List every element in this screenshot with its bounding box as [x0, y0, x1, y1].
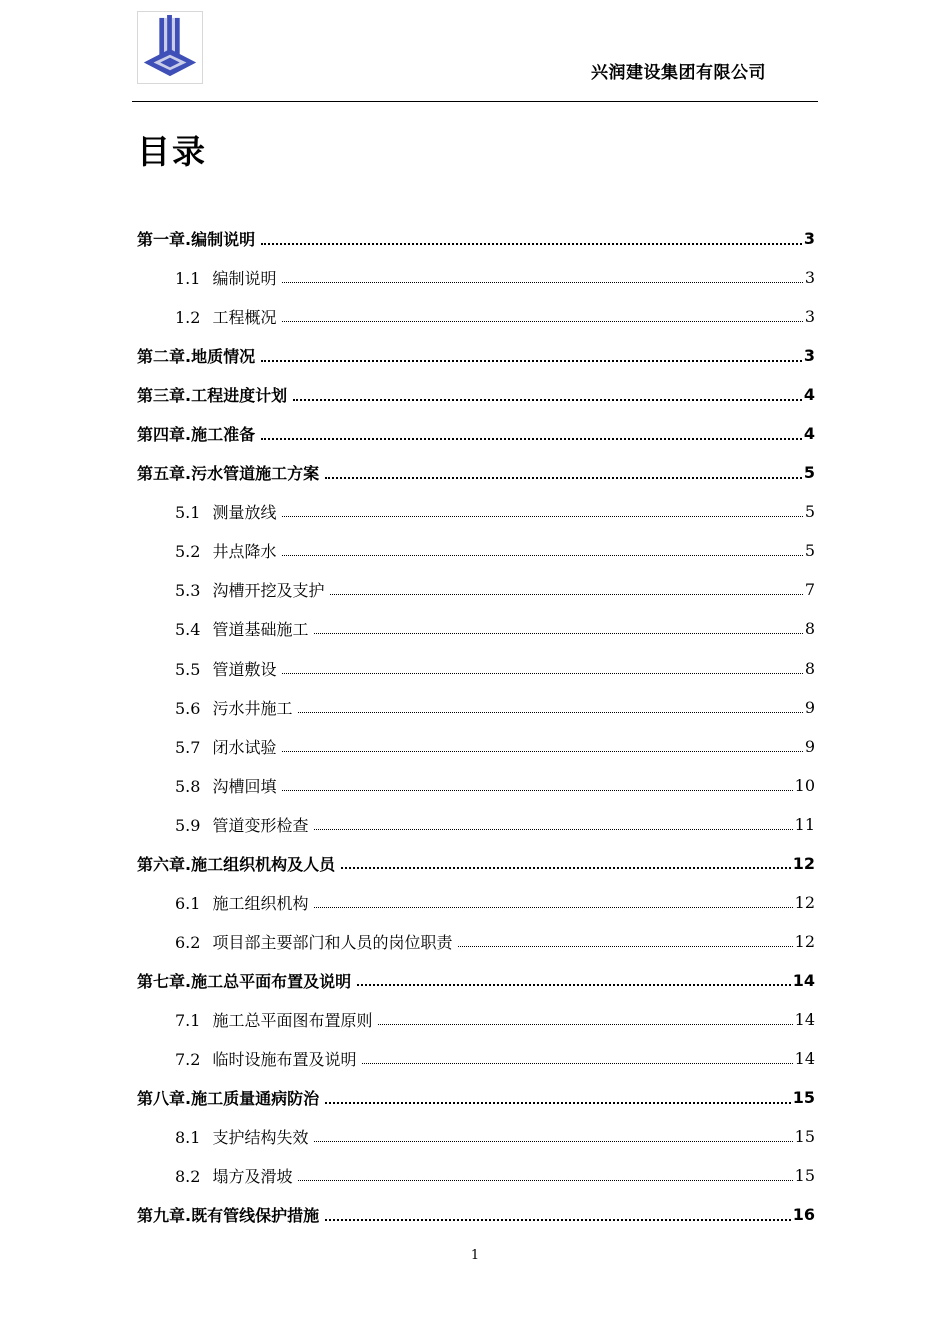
company-name: 兴润建设集团有限公司 — [591, 63, 766, 83]
toc-section-number: 5.7 — [175, 737, 201, 757]
toc-entry-label — [175, 930, 452, 953]
toc-dot-leader — [314, 633, 802, 634]
toc-entry-text: 临时设施布置及说明 — [212, 1050, 357, 1069]
toc-section-number: 8.1 — [175, 1128, 201, 1148]
toc-dot-leader — [325, 1102, 791, 1104]
toc-entry-text: 污水井施工 — [212, 698, 293, 718]
toc-section-entry[interactable] — [137, 883, 815, 922]
toc-section-number: 5.6 — [175, 698, 201, 718]
toc-page-number: 8 — [804, 619, 815, 639]
toc-dot-leader — [325, 477, 802, 479]
toc-page-number: 10 — [794, 775, 815, 795]
toc-dot-leader — [282, 673, 802, 674]
company-logo-icon — [138, 12, 202, 83]
toc-section-entry[interactable] — [137, 258, 815, 297]
toc-entry-label — [137, 383, 287, 406]
toc-dot-leader — [330, 594, 802, 595]
toc-page-number: 8 — [804, 658, 815, 678]
toc-entry-text: 第二章.地质情况 — [137, 347, 256, 367]
toc-section-number: 7.1 — [175, 1010, 201, 1030]
toc-dot-leader — [314, 1141, 792, 1142]
toc-dot-leader — [298, 1180, 792, 1181]
toc-entry-label — [175, 696, 292, 719]
toc-entry-text: 管道变形检查 — [212, 815, 309, 835]
toc-entry-text: 第七章.施工总平面布置及说明 — [137, 971, 352, 991]
toc-page-number: 3 — [804, 307, 815, 327]
toc-entry-text: 沟槽开挖及支护 — [212, 581, 325, 601]
toc-section-entry[interactable] — [137, 766, 815, 805]
toc-entry-text: 闭水试验 — [212, 737, 277, 757]
toc-page-number: 15 — [794, 1166, 815, 1186]
toc-entry-label — [175, 1008, 372, 1031]
toc-dot-leader — [378, 1024, 792, 1025]
toc-section-entry[interactable] — [137, 1117, 815, 1156]
toc-chapter-entry[interactable] — [137, 414, 815, 453]
table-of-contents — [137, 219, 815, 1234]
toc-page-number: 11 — [794, 814, 815, 834]
toc-entry-label — [137, 1203, 319, 1226]
toc-entry-text: 施工组织机构 — [212, 893, 309, 913]
toc-dot-leader — [282, 790, 792, 791]
toc-chapter-entry[interactable] — [137, 1078, 815, 1117]
toc-entry-text: 第一章.编制说明 — [137, 230, 256, 250]
toc-entry-label — [175, 774, 276, 797]
toc-entry-text: 项目部主要部门和人员的岗位职责 — [212, 932, 453, 952]
toc-section-entry[interactable] — [137, 727, 815, 766]
toc-section-number: 5.2 — [175, 542, 201, 562]
toc-section-number: 5.1 — [175, 503, 201, 523]
toc-dot-leader — [325, 1219, 791, 1221]
toc-section-entry[interactable] — [137, 805, 815, 844]
toc-page-number: 12 — [794, 931, 815, 951]
toc-page-number: 7 — [804, 580, 815, 600]
toc-entry-text: 第六章.施工组织机构及人员 — [137, 854, 336, 874]
toc-section-number: 6.1 — [175, 893, 201, 913]
toc-entry-label — [175, 305, 276, 328]
toc-page-number: 4 — [803, 385, 815, 405]
toc-chapter-entry[interactable] — [137, 219, 815, 258]
toc-entry-label — [175, 578, 324, 601]
toc-page-number: 5 — [803, 463, 815, 483]
toc-entry-text: 测量放线 — [212, 503, 277, 523]
toc-entry-text: 管道基础施工 — [212, 620, 309, 640]
toc-page-number: 14 — [792, 970, 815, 990]
toc-entry-label — [175, 1125, 308, 1148]
toc-entry-label — [175, 266, 276, 289]
toc-entry-text: 支护结构失效 — [212, 1128, 309, 1148]
toc-dot-leader — [293, 399, 802, 401]
toc-page-number: 12 — [792, 853, 815, 873]
toc-entry-text: 编制说明 — [212, 269, 277, 289]
toc-section-number: 1.1 — [175, 269, 201, 289]
toc-section-number: 5.8 — [175, 776, 201, 796]
toc-page-number: 3 — [803, 229, 815, 249]
toc-entry-label — [137, 344, 255, 367]
toc-dot-leader — [298, 712, 802, 713]
toc-dot-leader — [282, 555, 802, 556]
toc-entry-label — [137, 852, 335, 875]
toc-dot-leader — [282, 282, 802, 283]
toc-page-number: 16 — [792, 1205, 815, 1225]
toc-dot-leader — [282, 321, 802, 322]
toc-section-entry[interactable] — [137, 297, 815, 336]
toc-section-entry[interactable] — [137, 1000, 815, 1039]
toc-entry-label — [175, 539, 276, 562]
toc-dot-leader — [261, 438, 802, 440]
toc-page-number: 5 — [804, 541, 815, 561]
toc-entry-label — [175, 1047, 356, 1070]
toc-entry-text: 第四章.施工准备 — [137, 425, 256, 445]
toc-page-number: 15 — [794, 1127, 815, 1147]
toc-section-entry[interactable] — [137, 688, 815, 727]
toc-section-number: 5.4 — [175, 620, 201, 640]
toc-dot-leader — [261, 243, 802, 245]
toc-section-number: 7.2 — [175, 1050, 201, 1069]
toc-page-number: 14 — [794, 1049, 815, 1068]
toc-dot-leader — [314, 907, 792, 908]
toc-chapter-entry[interactable] — [137, 453, 815, 492]
toc-entry-label — [137, 969, 351, 992]
toc-page-number: 3 — [804, 268, 815, 288]
company-logo — [137, 11, 203, 84]
toc-entry-label — [175, 500, 276, 523]
toc-entry-text: 塌方及滑坡 — [212, 1167, 293, 1187]
page-number: 1 — [470, 1248, 480, 1263]
toc-dot-leader — [341, 867, 791, 869]
toc-dot-leader — [458, 946, 792, 947]
toc-section-entry[interactable] — [137, 922, 815, 961]
toc-section-number: 1.2 — [175, 308, 201, 328]
toc-dot-leader — [282, 516, 802, 517]
toc-entry-label — [137, 461, 319, 484]
toc-entry-text: 井点降水 — [212, 542, 277, 562]
toc-page-number: 3 — [803, 346, 815, 366]
toc-dot-leader — [282, 751, 802, 752]
toc-entry-text: 施工总平面图布置原则 — [212, 1010, 373, 1030]
toc-section-entry[interactable] — [137, 570, 815, 609]
toc-entry-label — [175, 1164, 292, 1187]
toc-chapter-entry[interactable] — [137, 844, 815, 883]
toc-entry-text: 第九章.既有管线保护措施 — [137, 1206, 320, 1226]
toc-title: 目录 — [137, 132, 207, 171]
toc-section-number: 6.2 — [175, 932, 201, 952]
toc-section-number: 5.3 — [175, 581, 201, 601]
toc-section-entry[interactable] — [137, 1156, 815, 1195]
toc-page-number: 9 — [804, 697, 815, 717]
toc-entry-label — [175, 813, 308, 836]
toc-section-entry[interactable] — [137, 531, 815, 570]
toc-entry-text: 第五章.污水管道施工方案 — [137, 464, 320, 484]
toc-page-number: 15 — [792, 1088, 815, 1108]
toc-page-number: 5 — [804, 502, 815, 522]
toc-section-entry[interactable] — [137, 492, 815, 531]
toc-entry-label — [137, 1086, 319, 1109]
toc-chapter-entry[interactable] — [137, 375, 815, 414]
toc-section-number: 8.2 — [175, 1167, 201, 1187]
toc-section-entry[interactable] — [137, 1039, 815, 1078]
toc-section-entry[interactable] — [137, 649, 815, 688]
toc-entry-label — [175, 735, 276, 758]
toc-chapter-entry[interactable] — [137, 961, 815, 1000]
toc-page-number: 12 — [794, 892, 815, 912]
toc-dot-leader — [362, 1063, 792, 1064]
toc-entry-text: 第八章.施工质量通病防治 — [137, 1089, 320, 1109]
toc-dot-leader — [314, 829, 792, 830]
toc-page-number: 9 — [804, 736, 815, 756]
toc-entry-label — [175, 891, 308, 914]
toc-chapter-entry[interactable] — [137, 1195, 815, 1234]
toc-chapter-entry[interactable] — [137, 336, 815, 375]
toc-page-number: 4 — [803, 424, 815, 444]
toc-entry-text: 沟槽回填 — [212, 776, 277, 796]
toc-entry-text: 工程概况 — [212, 308, 277, 328]
toc-section-number: 5.5 — [175, 659, 201, 679]
toc-entry-text: 第三章.工程进度计划 — [137, 386, 288, 406]
toc-entry-text: 管道敷设 — [212, 659, 277, 679]
toc-page-number: 14 — [794, 1009, 815, 1029]
toc-dot-leader — [261, 360, 802, 362]
toc-entry-label — [175, 657, 276, 680]
toc-entry-label — [137, 227, 255, 250]
header-divider — [132, 101, 818, 102]
toc-section-entry[interactable] — [137, 609, 815, 648]
toc-section-number: 5.9 — [175, 815, 201, 835]
toc-dot-leader — [357, 984, 791, 986]
toc-entry-label — [175, 617, 308, 640]
toc-entry-label — [137, 422, 255, 445]
